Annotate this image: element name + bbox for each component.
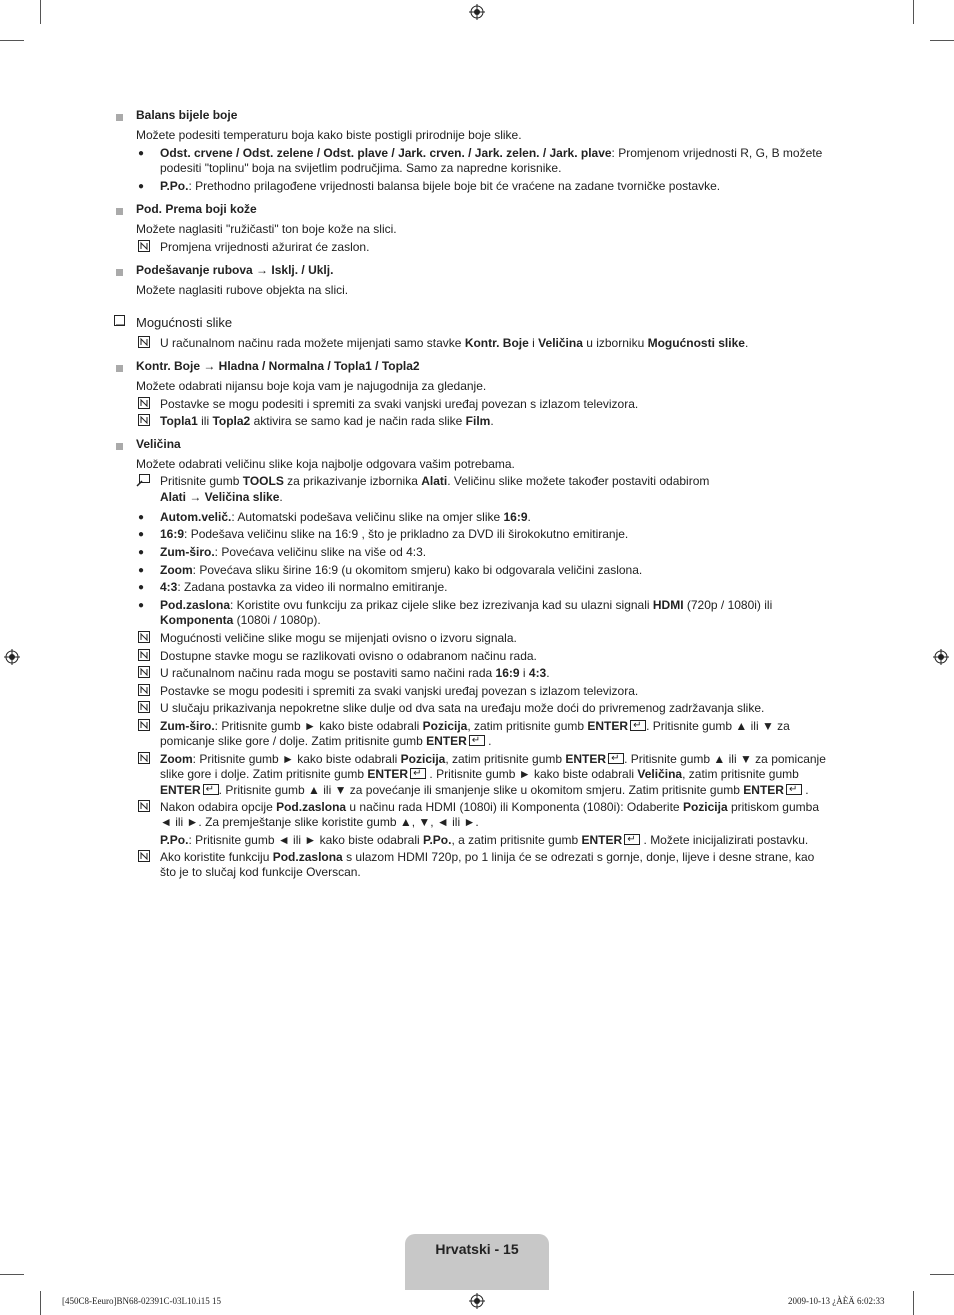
print-info: [450C8-Eeuro]BN68-02391C-03L10.i15 15 [62,1296,221,1306]
bullet-icon: ● [138,565,145,576]
note-icon [138,397,150,413]
note-text: Zum-širo.: Pritisnite gumb ► kako biste odabrali Pozicija, zatim pritisnite gumb ENTER↵ . Pritisnite gumb ▲ ili ▼ za [160,719,790,734]
note-text: U slučaju prikazivanja nepokretne slike dulje od dva sata na uređaju može doći do privremenog zadržavanja slike. [160,701,765,715]
page-number: Hrvatski - 15 [435,1241,519,1257]
note-icon [138,414,150,430]
enter-icon [410,768,426,779]
list-item: P.Po.: Prethodno prilagođene vrijednosti balansa bijele boje bit će vraćene na zadane tvorničke postavke. [160,179,721,193]
registration-mark-icon [469,1293,485,1309]
tools-text: Pritisnite gumb TOOLS za prikazivanje izbornika Alati. Veličinu slike možete također postaviti odabirom [160,474,710,488]
note-text-cont: što je to slučaj kod funkcije Overscan. [160,865,361,879]
paragraph: Možete naglasiti rubove objekta na slici. [136,283,349,297]
note-text: Ako koristite funkciju Pod.zaslona s ulazom HDMI 720p, po 1 linija će se odrezati s gornje, donje, lijeve i desne strane, kao [160,850,815,864]
square-bullet [116,361,123,376]
crop-mark [930,1274,954,1275]
crop-mark [0,1274,24,1275]
enter-icon [786,784,802,795]
enter-icon [469,735,485,746]
note-icon [138,752,150,768]
note-text-cont: ◄ ili ►. Za premještanje slike koristite gumb ▲, ▼, ◄ ili ►. [160,815,479,829]
square-bullet [116,439,123,454]
list-item: Zoom: Povećava sliku širine 16:9 (u okomitom smjeru) kako bi odgovarala veličini zaslona. [160,563,643,577]
list-item: 16:9: Podešava veličinu slike na 16:9 , što je prikladno za DVD ili širokokutno emitiranje. [160,527,629,541]
note-text: U računalnom načinu rada možete mijenjati samo stavke Kontr. Boje i Veličina u izborniku Mogućnosti slike. [160,336,749,350]
note-text: Nakon odabira opcije Pod.zaslona u načinu rada HDMI (1080i) ili Komponenta (1080i): Odaberite Pozicija pritiskom gumba [160,800,819,814]
list-item: Odst. crvene / Odst. zelene / Odst. plave / Jark. crven. / Jark. zelen. / Jark. plave: Promjenom vrijednosti R, G, B možete [160,146,823,160]
note-text-cont: slike gore i dolje. Zatim pritisnite gumb ENTER↵ . Pritisnite gumb ► kako biste odabrali Veličina, zatim pritisnite gumb [160,767,799,782]
section-title: Balans bijele boje [136,108,238,122]
crop-mark [40,0,41,24]
crop-mark [913,0,914,24]
note-text: Zoom: Pritisnite gumb ► kako biste odabrali Pozicija, zatim pritisnite gumb ENTER↵ . Pritisnite gumb ▲ ili ▼ za pomicanje [160,752,826,767]
checkbox-square-icon [114,315,125,330]
note-text: Promjena vrijednosti ažurirat će zaslon. [160,240,370,254]
list-item-cont: podesiti "toplinu" boja na svijetlim područjima. Samo za napredne korisnike. [160,161,562,175]
note-icon [138,666,150,682]
note-text: U računalnom načinu rada mogu se postaviti samo načini rada 16:9 i 4:3. [160,666,550,680]
paragraph: Možete odabrati nijansu boje koja vam je najugodnija za gledanje. [136,379,487,393]
note-text: Mogućnosti veličine slike mogu se mijenjati ovisno o izvoru signala. [160,631,517,645]
print-timestamp: 2009-10-13 ¿ÀÈÄ 6:02:33 [788,1296,885,1306]
square-bullet [116,110,123,125]
section-title: Pod. Prema boji kože [136,202,257,216]
section-title: Podešavanje rubova → Isklj. / Uklj. [136,263,334,277]
square-bullet [116,265,123,280]
registration-mark-icon [933,649,949,665]
tools-text-cont: Alati → Veličina slike. [160,490,283,504]
enter-icon [203,784,219,795]
registration-mark-icon [469,4,485,20]
note-icon [138,719,150,735]
note-icon [138,631,150,647]
note-text: Postavke se mogu podesiti i spremiti za svaki vanjski uređaj povezan s izlazom televizora. [160,397,639,411]
note-text: Postavke se mogu podesiti i spremiti za svaki vanjski uređaj povezan s izlazom televizora. [160,684,639,698]
bullet-icon: ● [138,181,145,192]
bullet-icon: ● [138,547,145,558]
enter-icon [608,753,624,764]
note-icon [138,701,150,717]
list-item: Pod.zaslona: Koristite ovu funkciju za prikaz cijele slike bez izrezivanja kad su ulazni signali HDMI (720p / 1080i) ili [160,598,773,612]
list-item: Autom.velič.: Automatski podešava veličinu slike na omjer slike 16:9. [160,510,531,524]
tools-icon [136,474,150,491]
bullet-icon: ● [138,512,145,523]
registration-mark-icon [4,649,20,665]
heading: Mogućnosti slike [136,315,233,330]
note-icon [138,240,150,256]
bullet-icon: ● [138,148,145,159]
bullet-icon: ● [138,529,145,540]
crop-mark [913,1291,914,1315]
note-text-cont: ENTER↵ . Pritisnite gumb ▲ ili ▼ za povećanje ili smanjenje slike u okomitom smjeru. Zatim pritisnite gumb ENTER↵ . [160,783,809,798]
note-text-cont: P.Po.: Pritisnite gumb ◄ ili ► kako biste odabrali P.Po., a zatim pritisnite gumb ENTER↵ . Možete inicijalizirati postavku. [160,833,808,848]
crop-mark [40,1291,41,1315]
crop-mark [930,40,954,41]
note-text: Topla1 ili Topla2 aktivira se samo kad je način rada slike Film. [160,414,494,428]
paragraph: Možete odabrati veličinu slike koja najbolje odgovara vašim potrebama. [136,457,515,471]
note-icon [138,800,150,816]
paragraph: Možete podesiti temperaturu boja kako biste postigli prirodnije boje slike. [136,128,522,142]
note-text: Dostupne stavke mogu se razlikovati ovisno o odabranom načinu rada. [160,649,537,663]
note-text-cont: pomicanje slike gore / dolje. Zatim pritisnite gumb ENTER↵ . [160,734,491,749]
list-item: 4:3: Zadana postavka za video ili normalno emitiranje. [160,580,448,594]
bullet-icon: ● [138,600,145,611]
section-title: Kontr. Boje → Hladna / Normalna / Topla1 / Topla2 [136,359,420,373]
section-title: Veličina [136,437,181,451]
list-item: Zum-širo.: Povećava veličinu slike na više od 4:3. [160,545,427,559]
enter-icon [624,834,640,845]
bullet-icon: ● [138,582,145,593]
note-icon [138,336,150,352]
note-icon [138,684,150,700]
square-bullet [116,204,123,219]
enter-icon [630,720,646,731]
note-icon [138,649,150,665]
paragraph: Možete naglasiti "ružičasti" ton boje kože na slici. [136,222,397,236]
list-item-cont: Komponenta (1080i / 1080p). [160,613,321,627]
note-icon [138,850,150,866]
crop-mark [0,40,24,41]
